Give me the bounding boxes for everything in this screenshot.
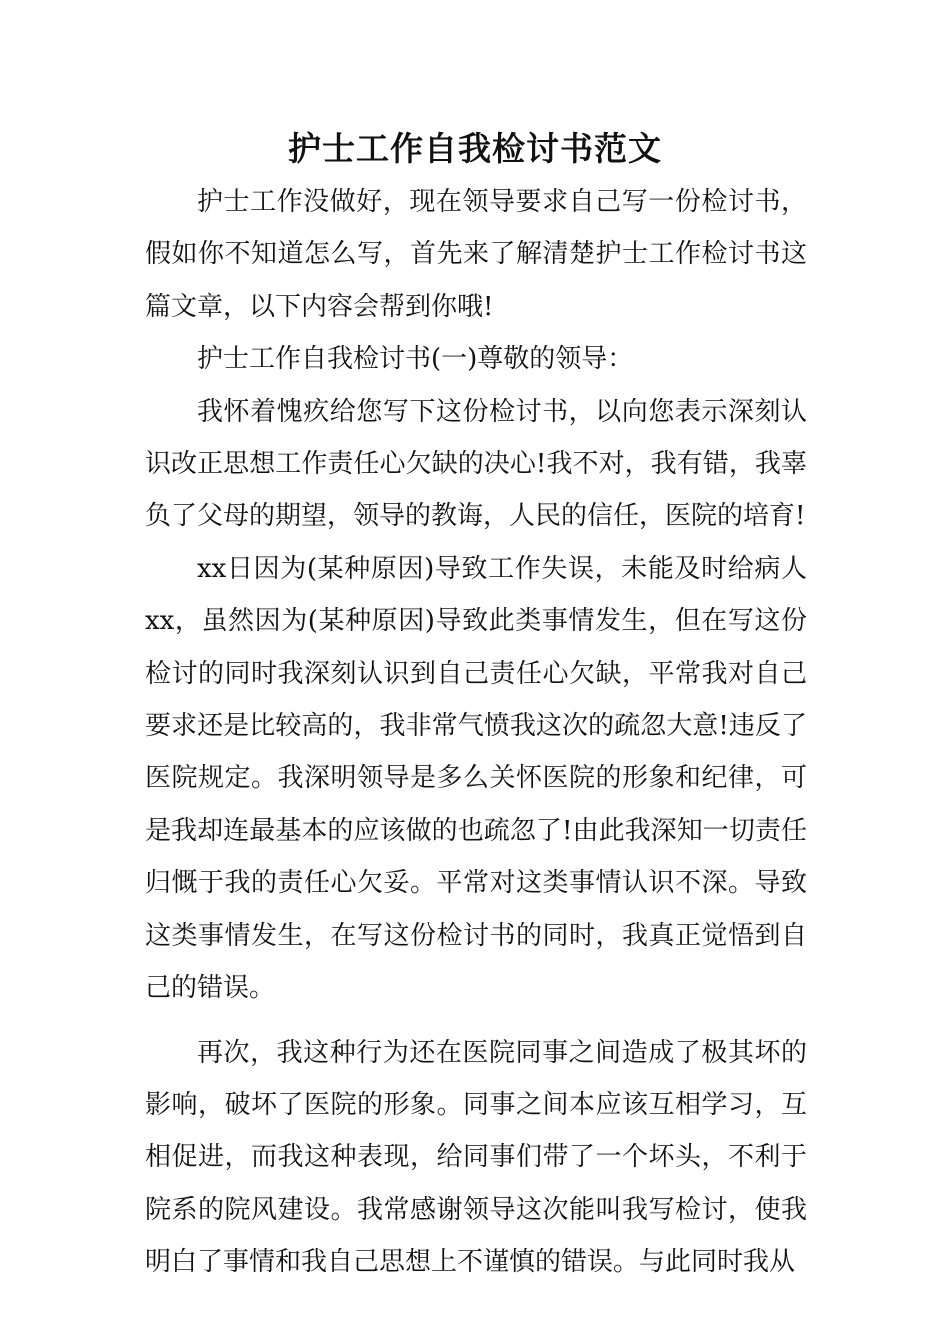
document-body: [145, 176, 807, 1289]
document-title: 护士工作自我检讨书范文: [288, 129, 662, 168]
paragraph-apology: 我怀着愧疚给您写下这份检讨书，以向您表示深刻认识改正思想工作责任心欠缺的决心!我不对，我有错，我辜负了父母的期望，领导的教诲，人民的信任，医院的培育!: [145, 396, 807, 532]
paragraph-salutation: 护士工作自我检讨书(一)尊敬的领导：: [197, 344, 634, 375]
paragraph-intro: 护士工作没做好，现在领导要求自己写一份检讨书，假如你不知道怎么写，首先来了解清楚护士工作检讨书这篇文章，以下内容会帮到你哦!: [145, 187, 807, 322]
paragraph-incident: xx日因为(某种原因)导致工作失误，未能及时给病人xx，虽然因为(某种原因)导致此类事情发生，但在写这份检讨的同时我深刻认识到自己责任心欠缺，平常我对自己要求还是比较高的，我非常气愤我这次的疏忽大意!违反了医院规定。我深明领导是多么关怀医院的形象和纪律，可是我却连最基本的应该做的也疏忽了!由此我深知一切责任归慨于我的责任心欠妥。平常对这类事情认识不深。导致这类事情发生，在写这份检讨书的同时，我真正觉悟到自己的错误。: [145, 553, 807, 1004]
paragraph-impact: 再次，我这种行为还在医院同事之间造成了极其坏的影响，破坏了医院的形象。同事之间本应该互相学习，互相促进，而我这种表现，给同事们带了一个坏头，不利于院系的院风建设。我常感谢领导这次能叫我写检讨，使我明白了事情和我自己思想上不谨慎的错误。与此同时我从: [145, 1037, 807, 1278]
